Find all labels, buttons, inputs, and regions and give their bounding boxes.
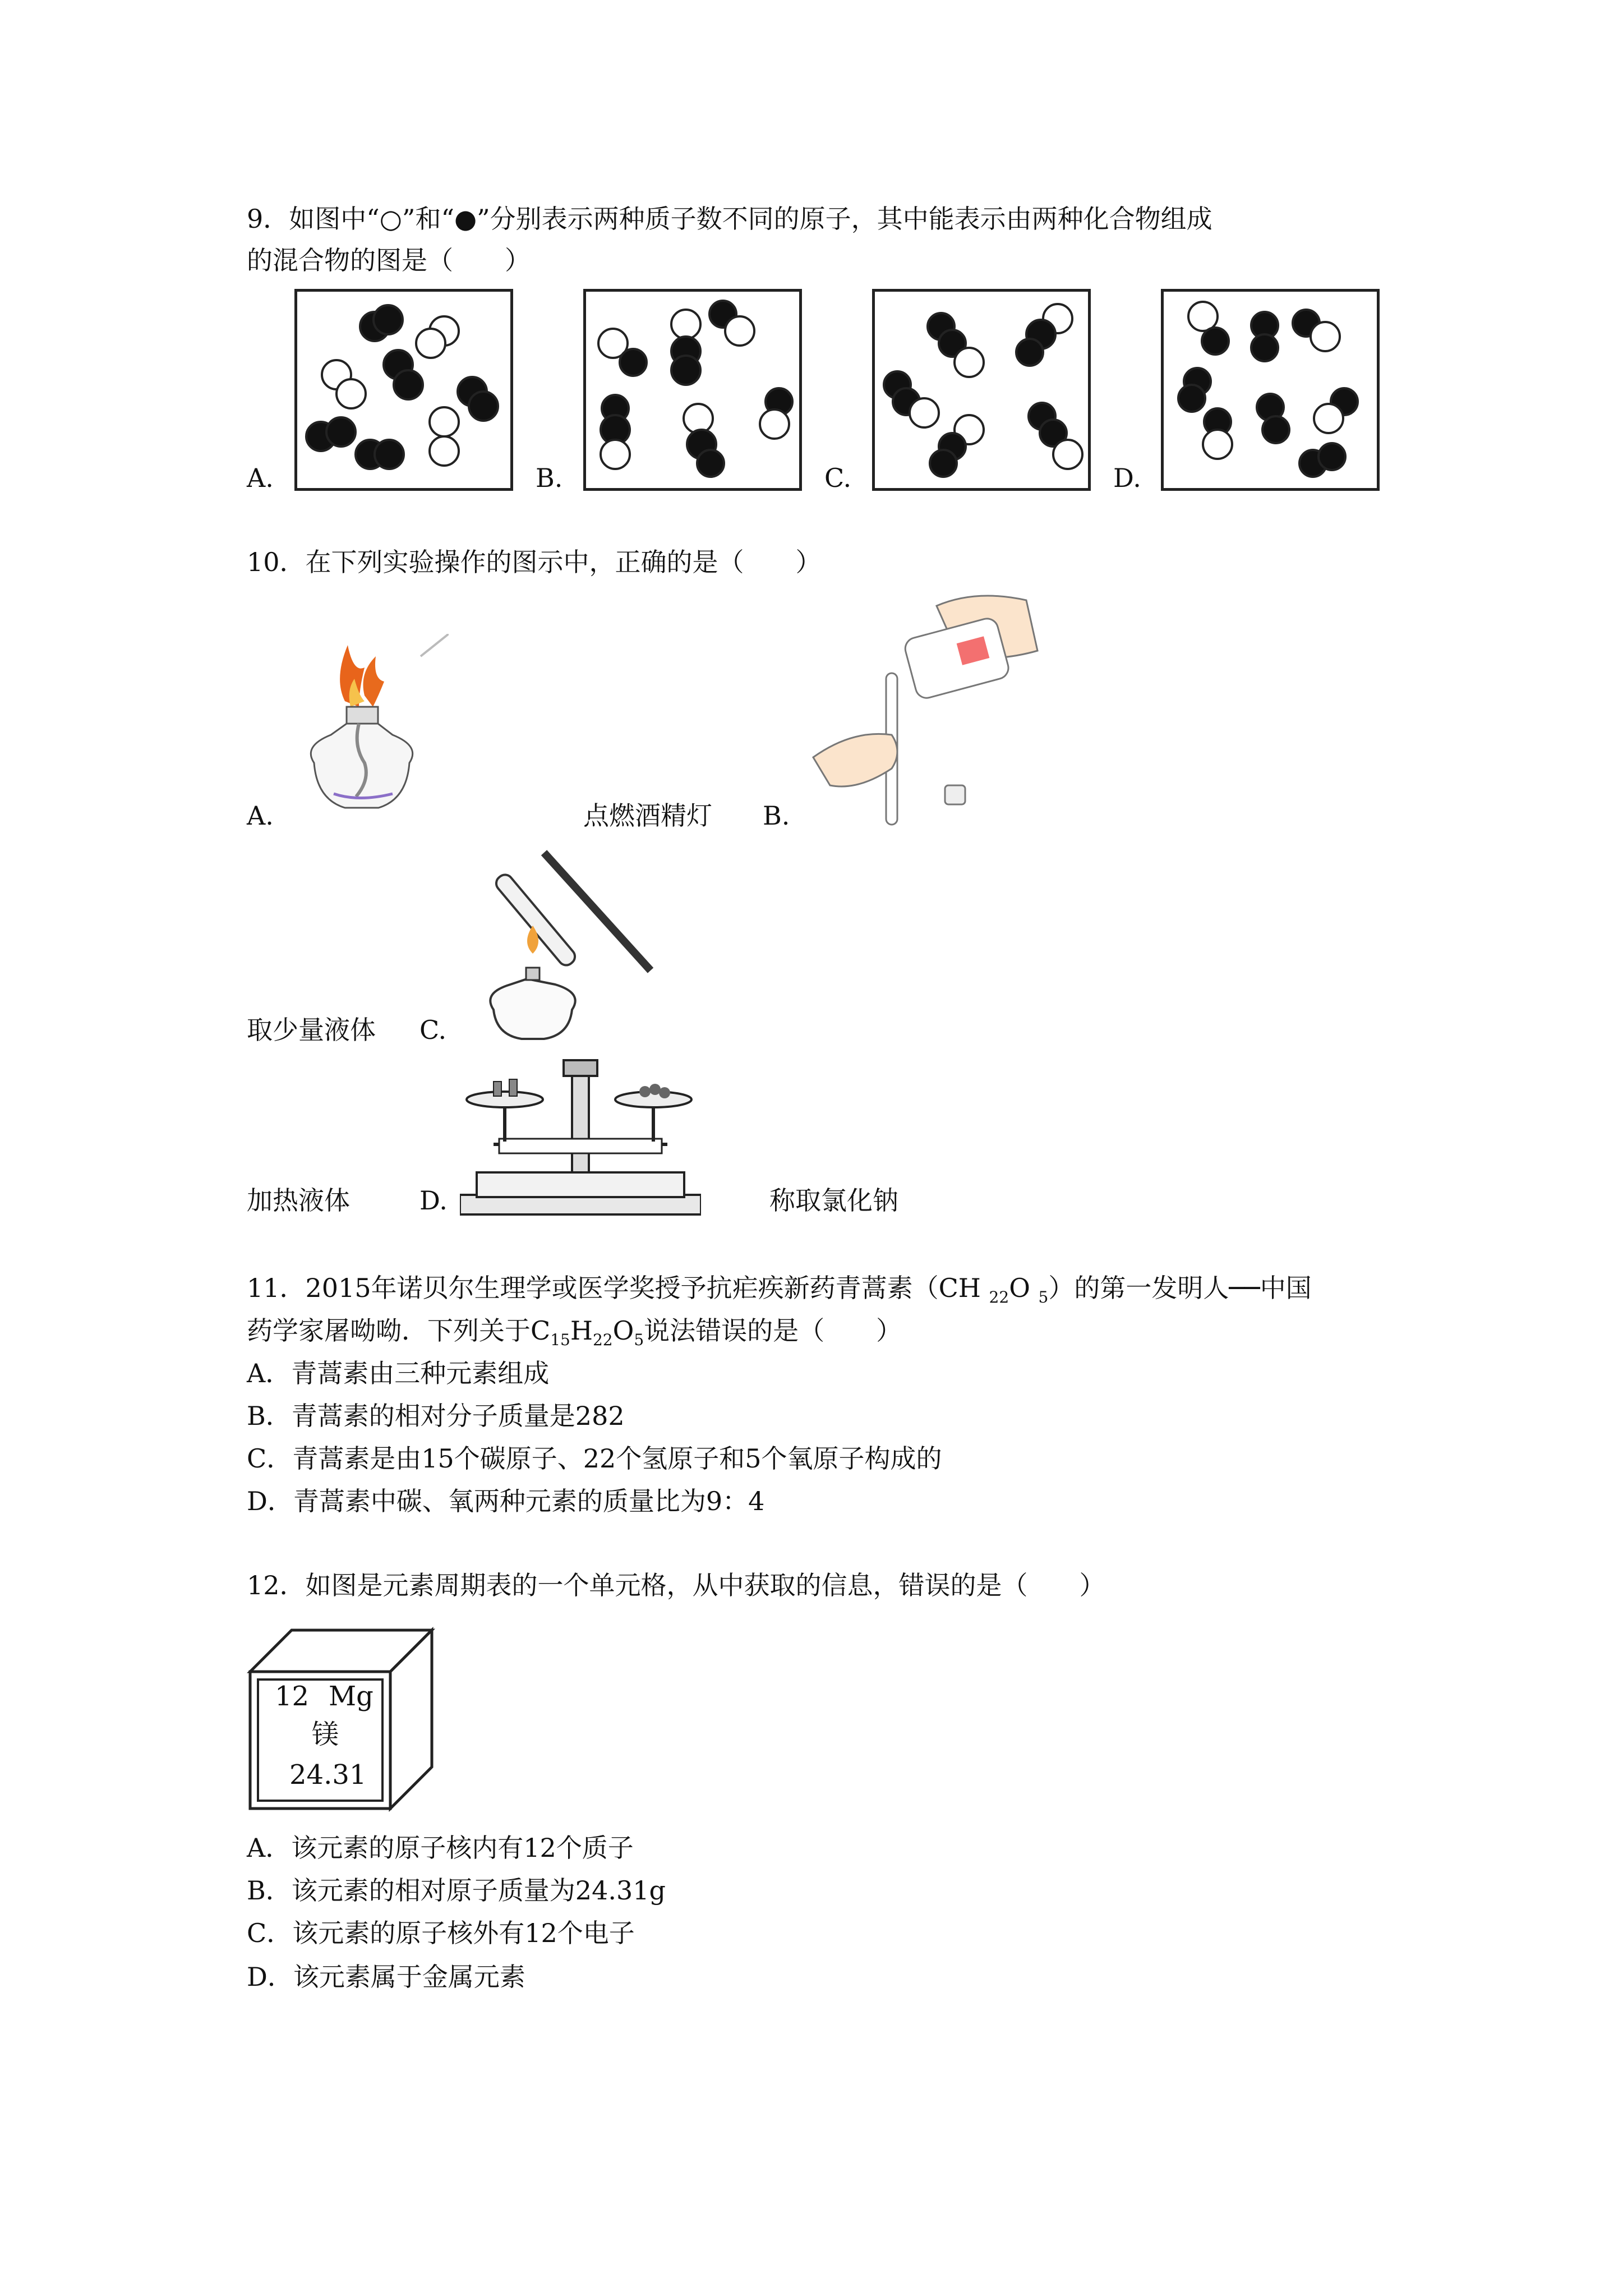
q9-stem-line1: 9．如图中“○”和“●”分别表示两种质子数不同的原子，其中能表示由两种化合物组成 bbox=[247, 204, 1212, 234]
q11-option-b: B．青蒿素的相对分子质量是282 bbox=[247, 1401, 625, 1431]
q10-stem: 10．在下列实验操作的图示中，正确的是（ ） bbox=[247, 547, 822, 577]
q12-option-c: C．该元素的原子核外有12个电子 bbox=[247, 1918, 635, 1948]
q11-option-c: C．青蒿素是由15个碳原子、22个氢原子和5个氧原子构成的 bbox=[247, 1443, 942, 1474]
q9-particle-diagram-d bbox=[1161, 289, 1380, 491]
q10-option-d-caption: 称取氯化钠 bbox=[769, 1185, 898, 1216]
q9-particle-diagram-c bbox=[872, 289, 1091, 491]
element-name: 镁 bbox=[312, 1719, 339, 1750]
q9-stem-line2: 的混合物的图是（ ） bbox=[247, 245, 531, 275]
balance-scale-figure bbox=[460, 1055, 701, 1217]
q11-option-a: A．青蒿素由三种元素组成 bbox=[247, 1358, 550, 1388]
q10-option-b-caption: 取少量液体 bbox=[247, 1015, 376, 1045]
q9-option-c-label: C. bbox=[824, 463, 852, 493]
q9-option-d-label: D. bbox=[1113, 463, 1141, 493]
element-symbol: Mg bbox=[329, 1681, 374, 1712]
element-atomic-mass: 24.31 bbox=[289, 1759, 367, 1791]
q12-option-d: D．该元素属于金属元素 bbox=[247, 1962, 525, 1992]
q9-option-b-label: B. bbox=[536, 463, 563, 493]
q11-stem-line1: 11．2015年诺贝尔生理学或医学奖授予抗疟疾新药青蒿素（CH $_{22}$O $_5$）的第一发明人──中国 bbox=[247, 1273, 1312, 1306]
q10-option-a-label: A. bbox=[247, 800, 274, 831]
q11-stem-line2: 药学家屠呦呦．下列关于$C_{15}H_{22}O_5$说法错误的是（ ） bbox=[247, 1315, 902, 1349]
heating-liquid-figure bbox=[460, 841, 662, 1043]
q10-option-b-label: B. bbox=[763, 800, 790, 831]
q10-option-a-caption: 点燃酒精灯 bbox=[583, 800, 712, 831]
q12-option-a: A．该元素的原子核内有12个质子 bbox=[247, 1833, 634, 1863]
q10-option-c-caption: 加热液体 bbox=[247, 1185, 350, 1216]
element-atomic-number: 12 bbox=[275, 1681, 310, 1712]
q10-option-d-label: D. bbox=[419, 1185, 448, 1216]
q12-stem: 12．如图是元素周期表的一个单元格，从中获取的信息，错误的是（ ） bbox=[247, 1570, 1105, 1600]
q11-option-d: D．青蒿素中碳、氧两种元素的质量比为9：4 bbox=[247, 1486, 765, 1516]
alcohol-lamp-figure bbox=[280, 634, 449, 830]
q12-option-b: B．该元素的相对原子质量为24.31g bbox=[247, 1875, 666, 1906]
q9-option-a-label: A. bbox=[247, 463, 274, 493]
q9-particle-diagram-a bbox=[294, 289, 513, 491]
pouring-liquid-figure bbox=[808, 589, 1043, 830]
q9-particle-diagram-b bbox=[583, 289, 802, 491]
q10-option-c-label: C. bbox=[419, 1015, 447, 1045]
